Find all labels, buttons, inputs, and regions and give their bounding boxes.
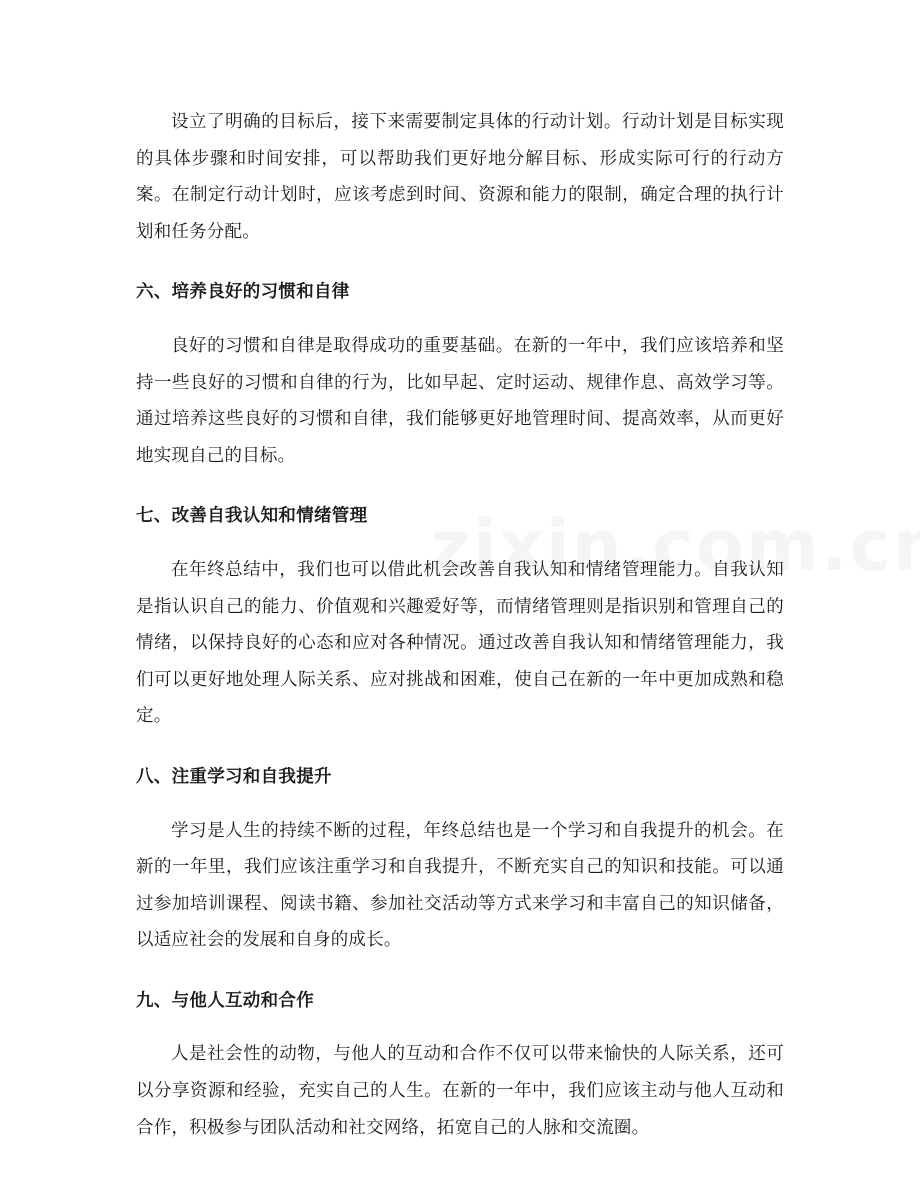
heading-habits-self-discipline: 六、培养良好的习惯和自律 [136, 282, 350, 303]
paragraph-habits-self-discipline: 良好的习惯和自律是取得成功的重要基础。在新的一年中，我们应该培养和坚持一些良好的习惯和自律的行为，比如早起、定时运动、规律作息、高效学习等。通过培养这些良好的习惯和自律，我们能够更好地管理时间、提高效率，从而更好地实现自己的目标。 [136, 335, 784, 466]
heading-learning-self-improvement: 八、注重学习和自我提升 [136, 766, 332, 787]
document-body [136, 104, 784, 1146]
heading-interaction-cooperation: 九、与他人互动和合作 [136, 990, 314, 1011]
paragraph-interaction-cooperation: 人是社会性的动物，与他人的互动和合作不仅可以带来愉快的人际关系，还可以分享资源和经验，充实自己的人生。在新的一年中，我们应该主动与他人互动和合作，积极参与团队活动和社交网络，拓宽自己的人脉和交流圈。 [136, 1044, 784, 1138]
paragraph-action-plan: 设立了明确的目标后，接下来需要制定具体的行动计划。行动计划是目标实现的具体步骤和时间安排，可以帮助我们更好地分解目标、形成实际可行的行动方案。在制定行动计划时，应该考虑到时间、资源和能力的限制，确定合理的执行计划和任务分配。 [136, 112, 784, 242]
paragraph-self-awareness-emotion: 在年终总结中，我们也可以借此机会改善自我认知和情绪管理能力。自我认知是指认识自己的能力、价值观和兴趣爱好等，而情绪管理则是指识别和管理自己的情绪，以保持良好的心态和应对各种情况。通过改善自我认知和情绪管理能力，我们可以更好地处理人际关系、应对挑战和困难，使自己在新的一年中更加成熟和稳定。 [136, 559, 784, 727]
heading-self-awareness-emotion: 七、改善自我认知和情绪管理 [136, 506, 368, 527]
paragraph-learning-self-improvement: 学习是人生的持续不断的过程，年终总结也是一个学习和自我提升的机会。在新的一年里，我们应该注重学习和自我提升，不断充实自己的知识和技能。可以通过参加培训课程、阅读书籍、参加社交活动等方式来学习和丰富自己的知识储备，以适应社会的发展和自身的成长。 [136, 820, 784, 951]
